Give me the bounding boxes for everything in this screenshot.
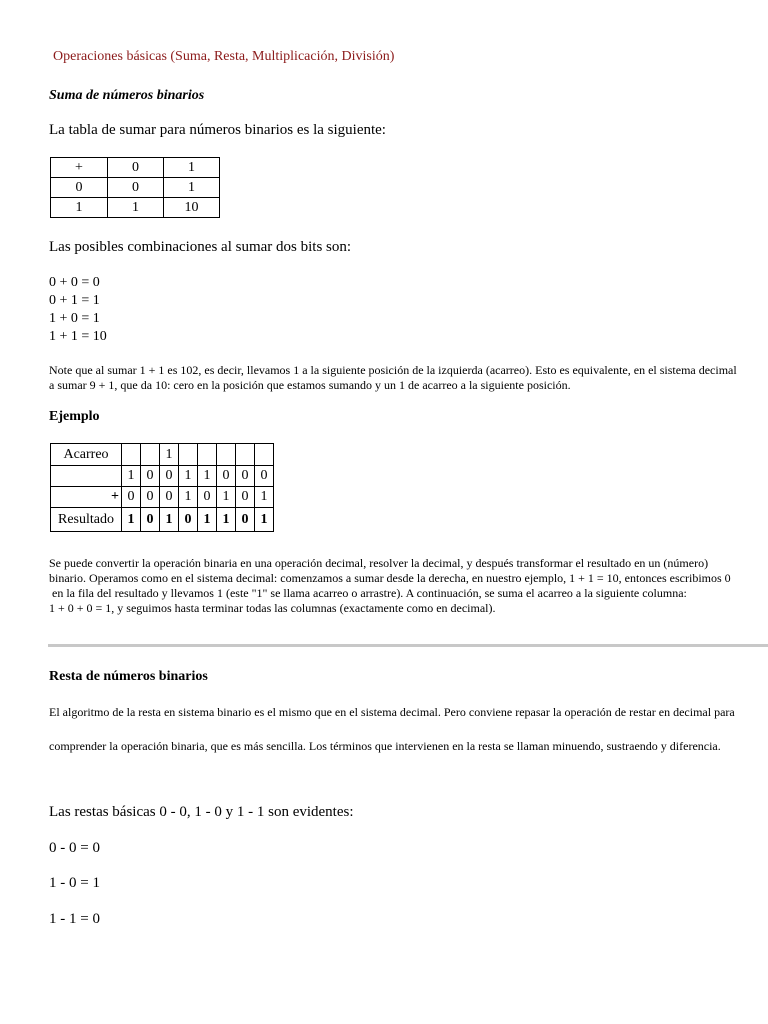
digit-cell: 1: [160, 508, 179, 532]
row-label: Acarreo: [51, 444, 122, 466]
digit-cell: [179, 444, 198, 466]
addition-table-cell: 10: [164, 198, 220, 218]
digit-cell: 1: [255, 508, 274, 532]
combos-list: [49, 274, 107, 346]
digit-cell: 0: [179, 508, 198, 532]
digit-cell: 1: [217, 487, 236, 508]
digit-cell: 0: [236, 487, 255, 508]
topic-title: Operaciones básicas (Suma, Resta, Multiplicación, División): [53, 49, 395, 64]
digit-cell: 1: [179, 466, 198, 487]
digit-cell: [141, 444, 160, 466]
digit-cell: 1: [217, 508, 236, 532]
resta-basic-line: 0 - 0 = 0: [49, 840, 100, 856]
row-label: Resultado: [51, 508, 122, 532]
suma-intro: La tabla de sumar para números binarios es la siguiente:: [49, 122, 386, 138]
addition-table: [50, 157, 220, 218]
digit-cell: 1: [198, 466, 217, 487]
combo-line: 1 + 1 = 10: [49, 329, 107, 344]
digit-cell: 0: [217, 466, 236, 487]
ejemplo-heading: Ejemplo: [49, 409, 100, 424]
explanation-line: Se puede convertir la operación binaria en una operación decimal, resolver la decimal, y después transformar el resultado en un (número): [49, 556, 709, 570]
resta-paragraph: El algoritmo de la resta en sistema binario es el mismo que en el sistema decimal. Pero conviene repasar la operación de restar en decimal para comprender la operación binaria, que es más sencilla. Los términos que intervienen en la resta se llaman minuendo, sustraendo y diferencia.: [49, 705, 735, 753]
digit-cell: 0: [141, 508, 160, 532]
example-table: [50, 443, 274, 532]
addition-table-cell: 0: [108, 178, 164, 198]
digit-cell: 1: [122, 508, 141, 532]
digit-cell: 0: [122, 487, 141, 508]
carry-note: Note que al sumar 1 + 1 es 102, es decir, llevamos 1 a la siguiente posición de la izquierda (acarreo). Esto es equivalente, en el sistema decimal a sumar 9 + 1, que da 10: cero en la posición que estamos sumando y un 1 de acarreo a la siguiente posición.: [49, 363, 737, 392]
combo-line: 0 + 0 = 0: [49, 275, 100, 290]
section-divider: [48, 644, 768, 647]
digit-cell: 0: [236, 508, 255, 532]
digit-cell: [236, 444, 255, 466]
digit-cell: 1: [122, 466, 141, 487]
resta-basic-line: 1 - 1 = 0: [49, 911, 100, 927]
explanation-line: en la fila del resultado y llevamos 1 (este "1" se llama acarreo o arrastre). A continuación, se suma el acarreo a la siguiente columna:: [49, 586, 687, 600]
addition-table-cell: 1: [108, 198, 164, 218]
addition-table-cell: 1: [164, 178, 220, 198]
explanation-line: binario. Operamos como en el sistema decimal: comenzamos a sumar desde la derecha, en nuestro ejemplo, 1 + 1 = 10, entonces escribimos 0: [49, 571, 731, 585]
addition-table-cell: 1: [51, 198, 108, 218]
resta-basic-line: 1 - 0 = 1: [49, 875, 100, 891]
example-explanation: [49, 556, 731, 616]
digit-cell: 1: [179, 487, 198, 508]
digit-cell: 0: [160, 487, 179, 508]
combo-line: 1 + 0 = 1: [49, 311, 100, 326]
digit-cell: 0: [141, 487, 160, 508]
combo-line: 0 + 1 = 1: [49, 293, 100, 308]
digit-cell: [122, 444, 141, 466]
resta-heading: Resta de números binarios: [49, 669, 208, 684]
row-label: +: [51, 487, 122, 508]
digit-cell: 1: [198, 508, 217, 532]
digit-cell: 0: [255, 466, 274, 487]
addition-table-cell: 0: [51, 178, 108, 198]
row-label: [51, 466, 122, 487]
digit-cell: 0: [160, 466, 179, 487]
digit-cell: [255, 444, 274, 466]
resta-basic-intro: Las restas básicas 0 - 0, 1 - 0 y 1 - 1 son evidentes:: [49, 804, 354, 820]
addition-table-cell: 1: [164, 158, 220, 178]
digit-cell: 0: [236, 466, 255, 487]
digit-cell: 1: [160, 444, 179, 466]
suma-heading: Suma de números binarios: [49, 88, 205, 103]
combos-intro: Las posibles combinaciones al sumar dos bits son:: [49, 239, 352, 255]
addition-table-cell: 0: [108, 158, 164, 178]
digit-cell: [198, 444, 217, 466]
digit-cell: [217, 444, 236, 466]
explanation-line: 1 + 0 + 0 = 1, y seguimos hasta terminar todas las columnas (exactamente como en decimal).: [49, 601, 496, 615]
digit-cell: 0: [198, 487, 217, 508]
digit-cell: 1: [255, 487, 274, 508]
addition-table-cell: +: [51, 158, 108, 178]
digit-cell: 0: [141, 466, 160, 487]
